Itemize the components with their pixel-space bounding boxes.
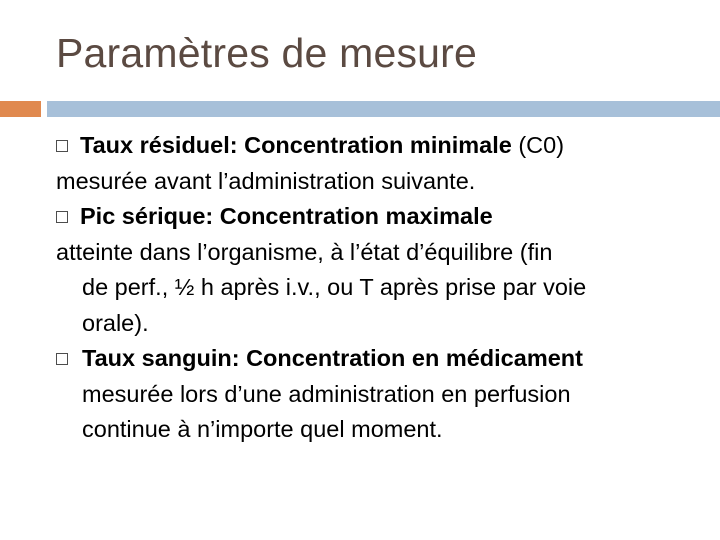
- square-bullet-icon: [56, 353, 68, 365]
- bullet-3-bold: Taux sanguin: Concentration en médicament: [82, 345, 583, 371]
- bullet-1-line1-rest: (C0): [511, 132, 565, 158]
- accent-bar-blue: [47, 101, 720, 117]
- slide-content: [56, 128, 706, 448]
- bullet-2-bold: Pic sérique: Concentration maximale: [80, 203, 493, 229]
- bullet-1-bold: Taux résiduel: Concentration minimale: [80, 132, 512, 158]
- bullet-1-continuation: mesurée avant l’administration suivante.: [56, 167, 476, 194]
- accent-bar-orange: [0, 101, 41, 117]
- slide-title: Paramètres de mesure: [56, 30, 478, 76]
- bullet-item-pic-serique: [56, 199, 706, 270]
- bullet-3-rest: mesurée lors d’une administration en perfusion continue à n’importe quel moment.: [82, 380, 571, 442]
- square-bullet-icon: [56, 140, 68, 152]
- bullet-2-continuation-block: [56, 270, 642, 341]
- square-bullet-icon: [56, 211, 68, 223]
- bullet-2-continuation-rest: de perf., ½ h après i.v., ou T après prise par voie orale).: [82, 274, 587, 336]
- bullet-item-taux-sanguin: [56, 341, 592, 448]
- bullet-2-continuation-first: atteinte dans l’organisme, à l’état d’équilibre (fin: [56, 238, 553, 265]
- bullet-item-taux-residuel: [56, 128, 706, 199]
